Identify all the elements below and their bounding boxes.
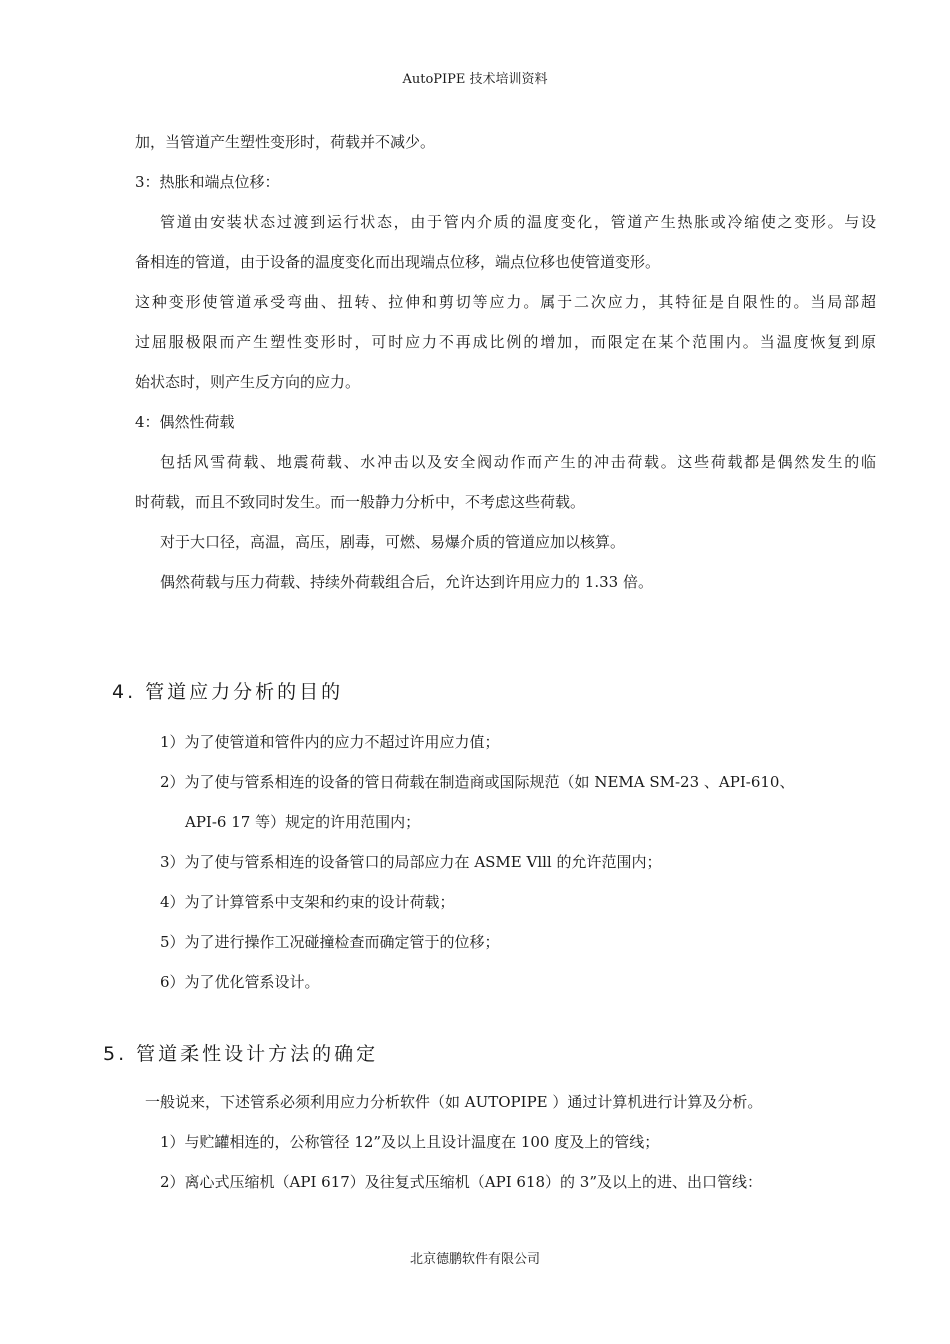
paragraph-line: 偶然荷载与压力荷载、持续外荷载组合后，允许达到许用应力的 1.33 倍。: [160, 573, 653, 591]
section-4-heading: 4. 管道应力分析的目的: [112, 681, 344, 703]
list-item-continuation: API-6 17 等）规定的许用范围内；: [185, 813, 421, 831]
list-item: 3）为了使与管系相连的设备管口的局部应力在 ASME Vlll 的允许范围内；: [160, 853, 662, 871]
page-footer: 北京德鹏软件有限公司: [409, 1252, 540, 1267]
item-4-title: 4：偶然性荷载: [135, 413, 235, 431]
list-item: 2）为了使与管系相连的设备的管日荷载在制造商或国际规范（如 NEMA SM-23 、API-610、: [160, 773, 795, 791]
item-3-title: 3：热胀和端点位移：: [135, 173, 280, 191]
list-item: 1）与贮罐相连的，公称管径 12”及以上且设计温度在 100 度及上的管线；: [160, 1133, 660, 1151]
paragraph-line: 包括风雪荷载、地震荷载、水冲击以及安全阀动作而产生的冲击荷载。这些荷载都是偶然发生的临: [160, 453, 876, 471]
list-item: 5）为了进行操作工况碰撞检查而确定管于的位移；: [160, 933, 500, 951]
section-5-intro: 一般说来，下述管系必须利用应力分析软件（如 AUTOPIPE ）通过计算机进行计算及分析。: [145, 1093, 763, 1111]
paragraph-line: 加，当管道产生塑性变形时，荷载并不减少。: [135, 133, 436, 151]
list-item: 6）为了优化管系设计。: [160, 973, 320, 991]
list-item: 1）为了使管道和管件内的应力不超过许用应力值；: [160, 733, 500, 751]
paragraph-line: 始状态时，则产生反方向的应力。: [135, 373, 361, 391]
list-item: 4）为了计算管系中支架和约束的设计荷载；: [160, 893, 455, 911]
paragraph-line: 对于大口径，高温，高压，剧毒，可燃、易爆介质的管道应加以核算。: [160, 533, 626, 551]
section-5-heading: 5. 管道柔性设计方法的确定: [103, 1043, 379, 1065]
page-header: AutoPIPE 技术培训资料: [402, 72, 548, 87]
paragraph-line: 这种变形使管道承受弯曲、扭转、拉伸和剪切等应力。属于二次应力，其特征是自限性的。当局部超: [135, 293, 876, 311]
paragraph-line: 管道由安装状态过渡到运行状态，由于管内介质的温度变化，管道产生热胀或冷缩使之变形。与设: [160, 213, 876, 231]
list-item: 2）离心式压缩机（API 617）及往复式压缩机（API 618）的 3”及以上的进、出口管线：: [160, 1173, 763, 1191]
paragraph-line: 过屈服极限而产生塑性变形时，可时应力不再成比例的增加，而限定在某个范围内。当温度恢复到原: [135, 333, 876, 351]
paragraph-line: 备相连的管道，由于设备的温度变化而出现端点位移，端点位移也使管道变形。: [135, 253, 661, 271]
paragraph-line: 时荷载，而且不致同时发生。而一般静力分析中，不考虑这些荷载。: [135, 493, 586, 511]
